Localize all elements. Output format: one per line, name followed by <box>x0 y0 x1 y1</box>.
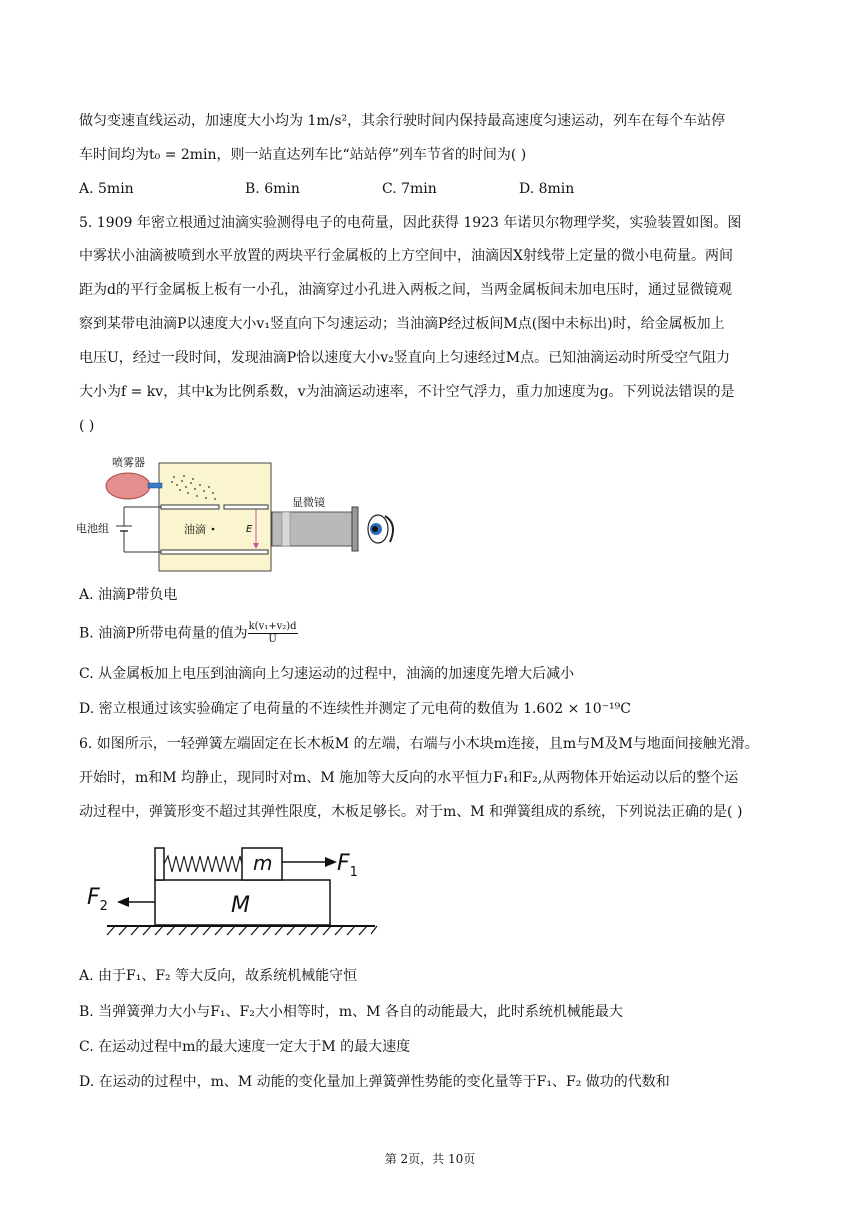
q5-text-line-5: 电压U，经过一段时间，发现油滴P恰以速度大小v₂竖直向上匀速经过M点。已知油滴运动时所受空气阻力 <box>79 350 731 366</box>
q5-text-line-6: 大小为f = kv，其中k为比例系数，v为油滴运动速率，不计空气浮力，重力加速度为g。下列说法错误的是 <box>79 384 735 400</box>
q5-option-b-prefix: B. 油滴P所带电荷量的值为 <box>79 625 248 642</box>
board-M-label: M <box>231 893 250 918</box>
spring-icon <box>164 856 242 872</box>
field-label: E <box>246 524 253 535</box>
q5-text-line-4: 察到某带电油滴P以速度大小v₁竖直向下匀速运动；当油滴P经过板间M点(图中未标出)时，给金属板加上 <box>79 316 725 332</box>
q4-option-d: D. 8min <box>519 181 575 197</box>
arrow-right-icon <box>325 857 337 867</box>
q5-option-c: C. 从金属板加上电压到油滴向上匀速运动的过程中，油滴的加速度先增大后减小 <box>79 666 575 682</box>
q6-text-line-3: 动过程中，弹簧形变不超过其弹性限度，木板足够长。对于m、M 和弹簧组成的系统，下列说法正确的是( ) <box>79 804 743 820</box>
arrow-left-icon <box>117 897 129 907</box>
q6-option-b: B. 当弹簧弹力大小与F₁、F₂大小相等时，m、M 各自的动能最大，此时系统机械能最大 <box>79 1004 623 1020</box>
microscope-label: 显微镜 <box>292 496 325 509</box>
q4-option-c: C. 7min <box>382 181 437 197</box>
fraction-numerator: k(v₁+v₂)d <box>248 621 297 632</box>
q4-text-line-2: 车时间均为t₀ = 2min，则一站直达列车比“站站停”列车节省的时间为( ) <box>79 147 527 163</box>
q6-option-a: A. 由于F₁、F₂ 等大反向，故系统机械能守恒 <box>79 968 358 984</box>
ground-hatch-icon <box>107 926 377 935</box>
q4-text-line-1: 做匀变速直线运动，加速度大小均为 1m/s²，其余行驶时间内保持最高速度匀速运动，列车在每个车站停 <box>79 113 726 129</box>
force-F1-label: $F_1$ <box>337 851 358 880</box>
q5-text-line-2: 中雾状小油滴被喷到水平放置的两块平行金属板的上方空间中，油滴因X射线带上定量的微小电荷量。两间 <box>79 248 733 264</box>
charge-fraction <box>248 621 298 646</box>
q5-text-line-7: ( ) <box>79 418 95 434</box>
fraction-denominator: U <box>268 634 277 645</box>
q6-option-c: C. 在运动过程中m的最大速度一定大于M 的最大速度 <box>79 1039 411 1055</box>
q5-option-d: D. 密立根通过该实验确定了电荷量的不连续性并测定了元电荷的数值为 1.602 × 10⁻¹⁹C <box>79 701 631 717</box>
force-F2-label: $F_2$ <box>87 885 108 914</box>
q5-text-line-1: 5. 1909 年密立根通过油滴实验测得电子的电荷量，因此获得 1923 年诺贝尔物理学奖，实验装置如图。图 <box>79 215 742 231</box>
spring-block-figure <box>85 840 385 940</box>
q5-text-line-3: 距为d的平行金属板上板有一小孔，油滴穿过小孔进入两板之间，当两金属板间未加电压时，通过显微镜观 <box>79 282 732 298</box>
battery-label: 电池组 <box>76 522 109 535</box>
q6-option-d: D. 在运动的过程中，m、M 动能的变化量加上弹簧弹性势能的变化量等于F₁、F₂ 做功的代数和 <box>79 1074 670 1090</box>
q5-option-a: A. 油滴P带负电 <box>79 587 178 603</box>
q6-text-line-2: 开始时，m和M 均静止，现同时对m、M 施加等大反向的水平恒力F₁和F₂,从两物体开始运动以后的整个运 <box>79 770 739 786</box>
sprayer-label: 喷雾器 <box>112 456 145 469</box>
page-footer: 第 2页，共 10页 <box>384 1152 476 1166</box>
millikan-apparatus-figure <box>76 446 416 576</box>
sprayer-bulb-icon <box>106 473 150 499</box>
q4-option-a: A. 5min <box>79 181 134 197</box>
eye-icon <box>368 515 393 543</box>
block-m-label: m <box>253 851 273 875</box>
droplet-label: 油滴 <box>184 523 206 536</box>
q5-option-b <box>79 621 298 646</box>
q4-option-b: B. 6min <box>245 181 300 197</box>
q6-text-line-1: 6. 如图所示，一轻弹簧左端固定在长木板M 的左端，右端与小木块m连接，且m与M及M与地面间接触光滑。 <box>79 736 759 752</box>
